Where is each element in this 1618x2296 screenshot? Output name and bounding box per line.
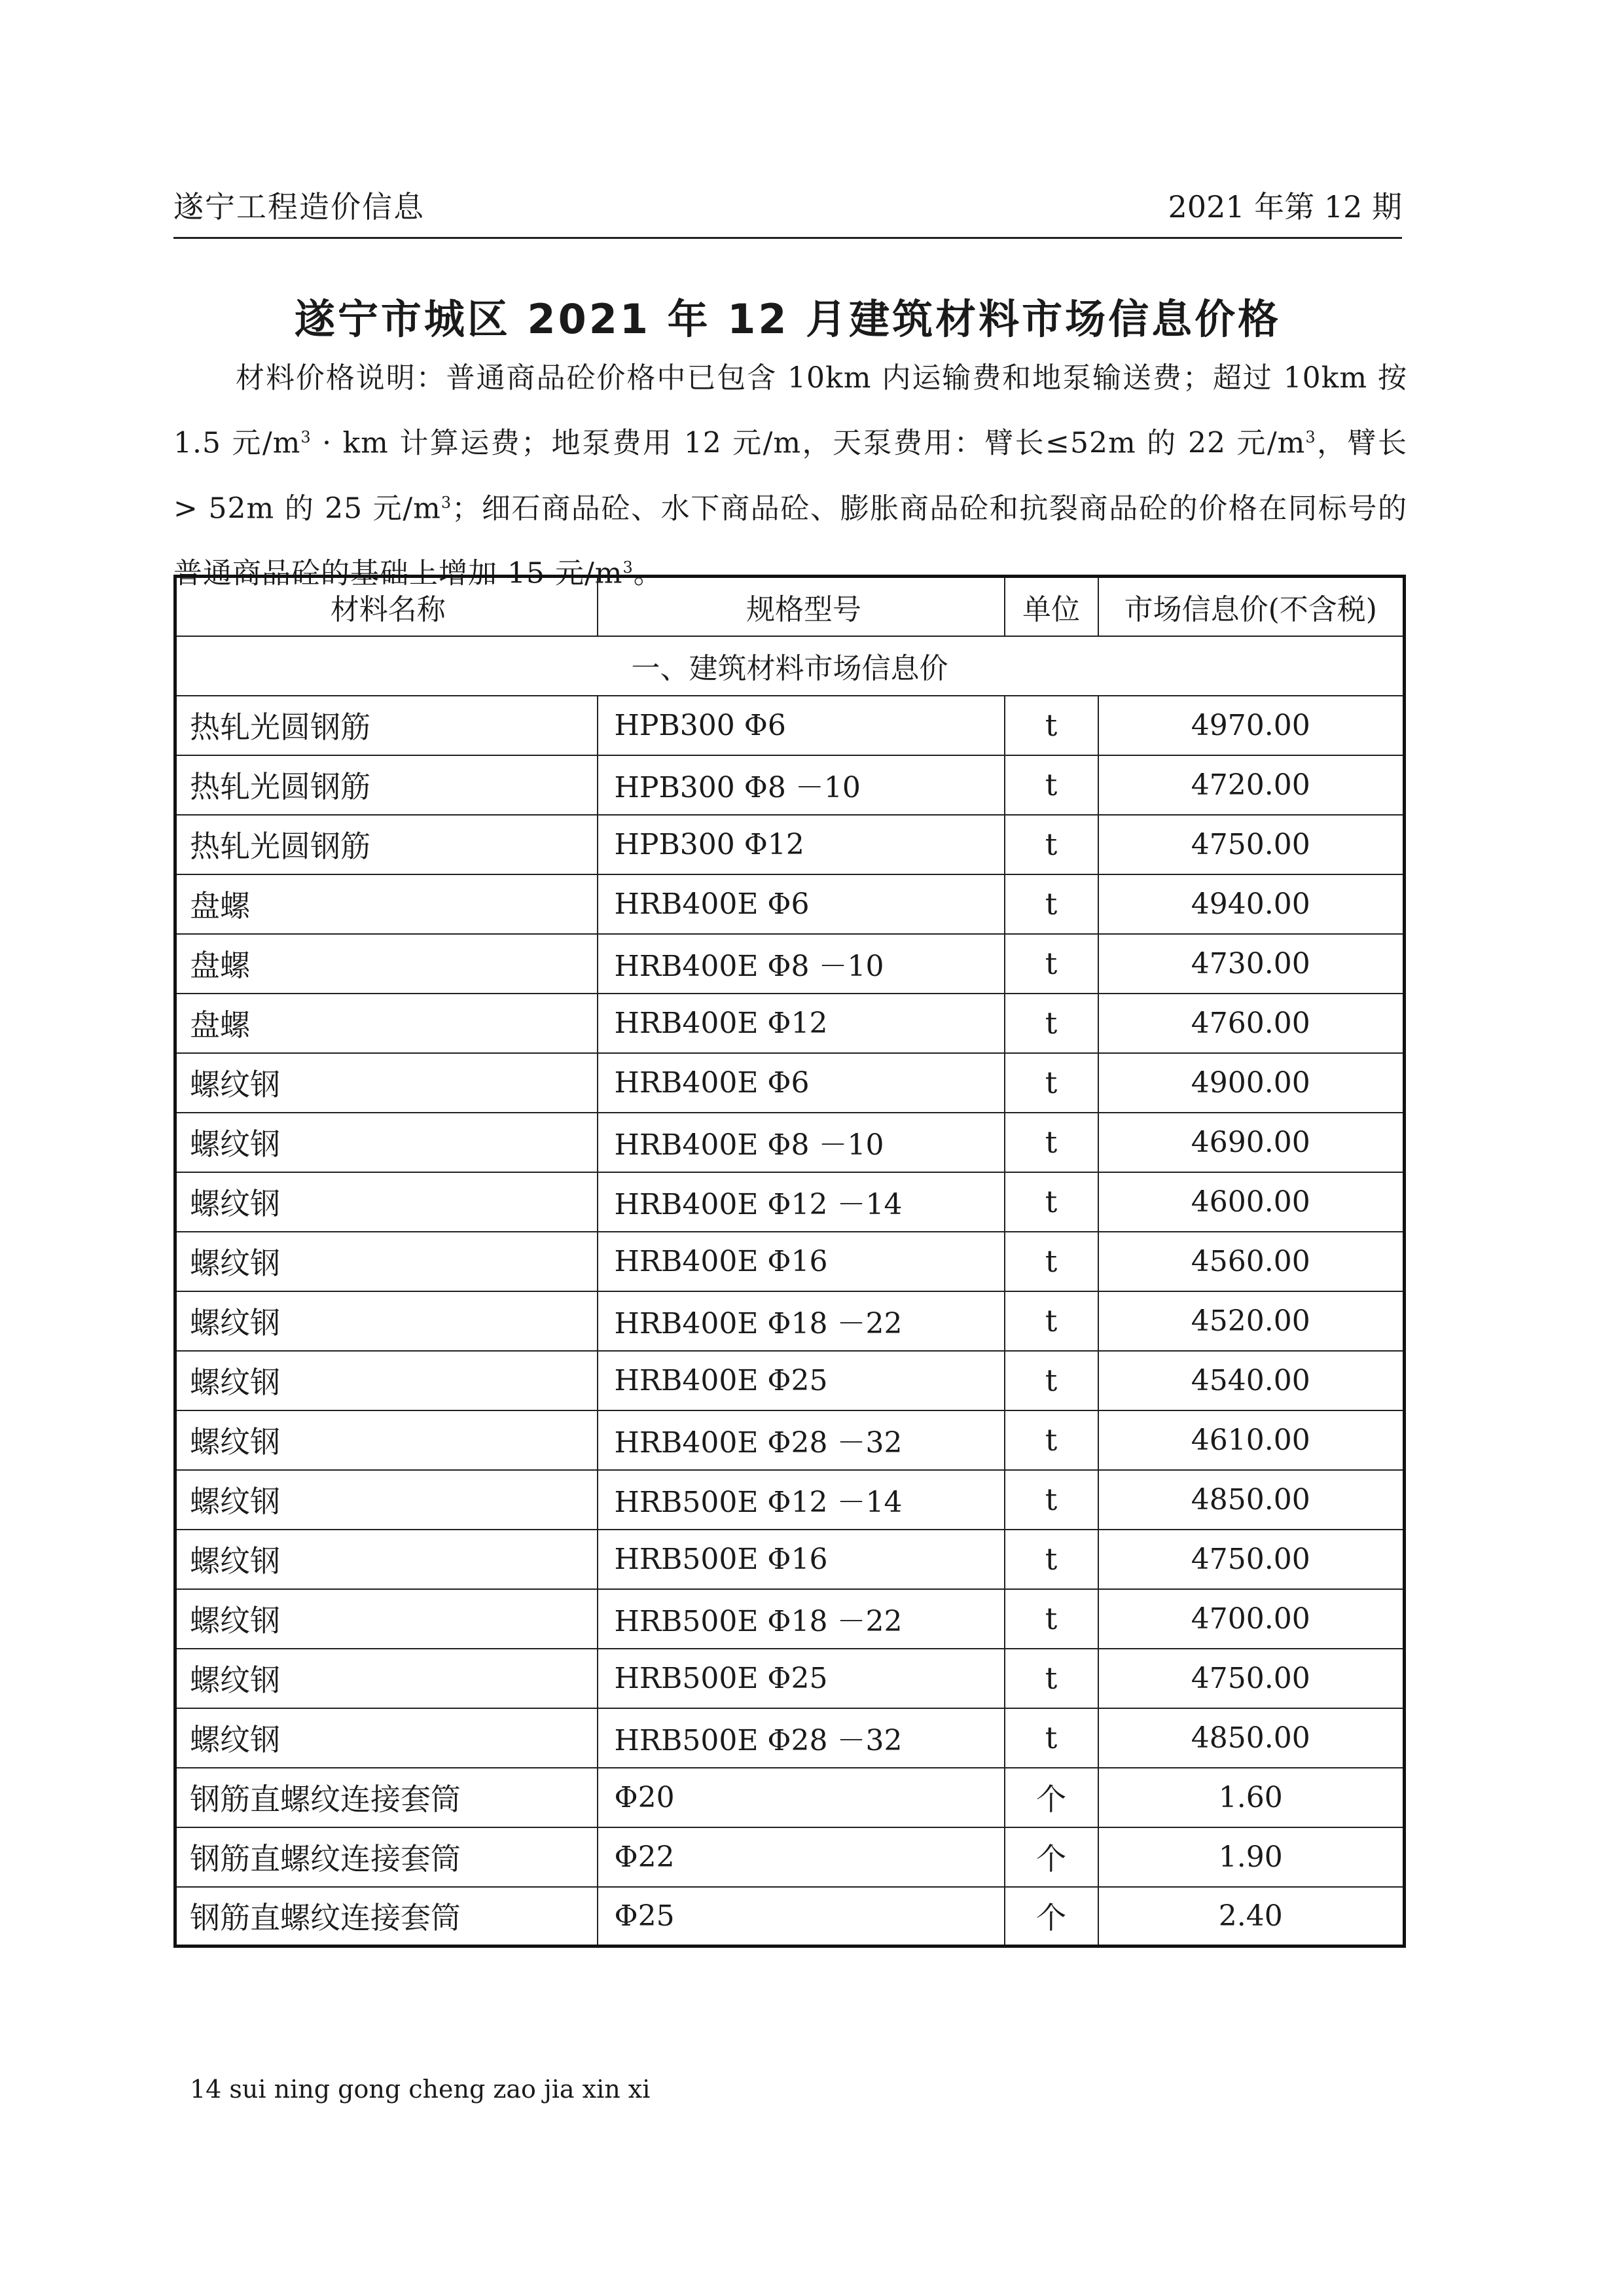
material-name-cell: 钢筋直螺纹连接套筒 (175, 1887, 598, 1946)
table-row (175, 1291, 1405, 1351)
price-cell: 4700.00 (1098, 1589, 1405, 1649)
material-price-table (173, 575, 1406, 1948)
price-cell: 4730.00 (1098, 934, 1405, 994)
price-cell: 4540.00 (1098, 1351, 1405, 1410)
material-name-cell: 螺纹钢 (175, 1530, 598, 1589)
column-header-unit: 单位 (1005, 577, 1098, 636)
specification-cell: HRB400E Φ16 (598, 1232, 1005, 1291)
table-row (175, 1589, 1405, 1649)
material-name-cell: 钢筋直螺纹连接套筒 (175, 1768, 598, 1827)
specification-cell: Φ20 (598, 1768, 1005, 1827)
unit-cell: t (1005, 1470, 1098, 1530)
specification-cell: HRB400E Φ12 －14 (598, 1172, 1005, 1232)
material-name-cell: 螺纹钢 (175, 1351, 598, 1410)
unit-cell: t (1005, 1053, 1098, 1113)
table-row (175, 696, 1405, 755)
table-row (175, 1113, 1405, 1172)
specification-cell: HPB300 Φ8 －10 (598, 755, 1005, 815)
material-name-cell: 螺纹钢 (175, 1232, 598, 1291)
page-title: 遂宁市城区 2021 年 12 月建筑材料市场信息价格 (294, 295, 1282, 343)
table-row (175, 1470, 1405, 1530)
material-name-cell: 盘螺 (175, 934, 598, 994)
unit-cell: t (1005, 1113, 1098, 1172)
issue-number: 2021 年第 12 期 (1168, 189, 1402, 224)
price-cell: 4750.00 (1098, 1649, 1405, 1708)
price-explanation-note (173, 349, 1407, 603)
table-row (175, 1887, 1405, 1946)
page-footer: 14 sui ning gong cheng zao jia xin xi (190, 2075, 651, 2104)
specification-cell: HRB400E Φ12 (598, 994, 1005, 1053)
table-row (175, 1708, 1405, 1768)
unit-cell: t (1005, 994, 1098, 1053)
price-cell: 4520.00 (1098, 1291, 1405, 1351)
specification-cell: HRB500E Φ28 －32 (598, 1708, 1005, 1768)
unit-cell: t (1005, 815, 1098, 874)
price-cell: 4850.00 (1098, 1470, 1405, 1530)
material-name-cell: 盘螺 (175, 994, 598, 1053)
unit-cell: t (1005, 1589, 1098, 1649)
publication-name: 遂宁工程造价信息 (173, 189, 425, 224)
price-cell: 4750.00 (1098, 1530, 1405, 1589)
superscript-3: 3 (1305, 428, 1316, 446)
table-row (175, 874, 1405, 934)
material-name-cell: 螺纹钢 (175, 1113, 598, 1172)
material-name-cell: 螺纹钢 (175, 1053, 598, 1113)
table-row (175, 1768, 1405, 1827)
table-row (175, 1351, 1405, 1410)
specification-cell: Φ22 (598, 1827, 1005, 1887)
header-divider (173, 237, 1402, 239)
price-cell: 4970.00 (1098, 696, 1405, 755)
table-row (175, 934, 1405, 994)
unit-cell: t (1005, 1351, 1098, 1410)
column-header-material-name: 材料名称 (175, 577, 598, 636)
price-cell: 4560.00 (1098, 1232, 1405, 1291)
note-text-6: 。 (633, 556, 663, 590)
price-cell: 1.90 (1098, 1827, 1405, 1887)
note-text-4: ，臂长 > 52m 的 25 元/m (173, 426, 1407, 526)
section-row (175, 636, 1405, 696)
table-body (175, 636, 1405, 1946)
material-name-cell: 螺纹钢 (175, 1291, 598, 1351)
material-name-cell: 钢筋直螺纹连接套筒 (175, 1827, 598, 1887)
price-cell: 4690.00 (1098, 1113, 1405, 1172)
material-name-cell: 螺纹钢 (175, 1708, 598, 1768)
price-cell: 4600.00 (1098, 1172, 1405, 1232)
unit-cell: t (1005, 1410, 1098, 1470)
specification-cell: HRB400E Φ6 (598, 874, 1005, 934)
unit-cell: t (1005, 874, 1098, 934)
specification-cell: HRB500E Φ16 (598, 1530, 1005, 1589)
specification-cell: HRB400E Φ25 (598, 1351, 1005, 1410)
specification-cell: HRB500E Φ12 －14 (598, 1470, 1005, 1530)
price-cell: 4610.00 (1098, 1410, 1405, 1470)
specification-cell: HRB500E Φ18 －22 (598, 1589, 1005, 1649)
material-name-cell: 热轧光圆钢筋 (175, 755, 598, 815)
section-heading: 一、建筑材料市场信息价 (175, 636, 1405, 696)
column-header-price: 市场信息价(不含税) (1098, 577, 1405, 636)
table-row (175, 1410, 1405, 1470)
material-name-cell: 螺纹钢 (175, 1172, 598, 1232)
price-cell: 4850.00 (1098, 1708, 1405, 1768)
price-cell: 4900.00 (1098, 1053, 1405, 1113)
material-name-cell: 螺纹钢 (175, 1470, 598, 1530)
unit-cell: t (1005, 1530, 1098, 1589)
price-cell: 4750.00 (1098, 815, 1405, 874)
specification-cell: HRB500E Φ25 (598, 1649, 1005, 1708)
unit-cell: t (1005, 1172, 1098, 1232)
unit-cell: 个 (1005, 1768, 1098, 1827)
unit-cell: t (1005, 934, 1098, 994)
specification-cell: HPB300 Φ6 (598, 696, 1005, 755)
table-row (175, 1827, 1405, 1887)
price-cell: 4720.00 (1098, 755, 1405, 815)
table-row (175, 815, 1405, 874)
table-header-row (175, 577, 1405, 636)
specification-cell: HRB400E Φ28 －32 (598, 1410, 1005, 1470)
note-text-2: · km 计算运费；地泵费用 12 元/m (311, 426, 802, 460)
unit-cell: 个 (1005, 1887, 1098, 1946)
table-row (175, 1649, 1405, 1708)
table-row (175, 755, 1405, 815)
note-text-5: ；细石商品砼、水下商品砼、膨胀商品砼和抗裂商品砼的价格在同标号的普通商品砼的基础上增加 15 元/m (173, 492, 1408, 590)
unit-cell: t (1005, 755, 1098, 815)
column-header-specification: 规格型号 (598, 577, 1005, 636)
material-name-cell: 螺纹钢 (175, 1410, 598, 1470)
specification-cell: HRB400E Φ8 －10 (598, 934, 1005, 994)
unit-cell: t (1005, 1649, 1098, 1708)
unit-cell: t (1005, 1291, 1098, 1351)
note-text-1: 材料价格说明：普通商品砼价格中已包含 10km 内运输费和地泵输送费；超过 10km 按 1.5 元/m (173, 361, 1407, 460)
unit-cell: 个 (1005, 1827, 1098, 1887)
specification-cell: HRB400E Φ8 －10 (598, 1113, 1005, 1172)
unit-cell: t (1005, 1708, 1098, 1768)
material-name-cell: 热轧光圆钢筋 (175, 696, 598, 755)
table-row (175, 1530, 1405, 1589)
specification-cell: HPB300 Φ12 (598, 815, 1005, 874)
price-cell: 4760.00 (1098, 994, 1405, 1053)
price-cell: 4940.00 (1098, 874, 1405, 934)
table-row (175, 1232, 1405, 1291)
table-row (175, 994, 1405, 1053)
superscript-3: 3 (300, 428, 312, 446)
material-name-cell: 热轧光圆钢筋 (175, 815, 598, 874)
unit-cell: t (1005, 696, 1098, 755)
superscript-3: 3 (440, 493, 452, 512)
price-cell: 1.60 (1098, 1768, 1405, 1827)
specification-cell: HRB400E Φ6 (598, 1053, 1005, 1113)
specification-cell: Φ25 (598, 1887, 1005, 1946)
unit-cell: t (1005, 1232, 1098, 1291)
table-row (175, 1172, 1405, 1232)
price-cell: 2.40 (1098, 1887, 1405, 1946)
superscript-3: 3 (622, 558, 634, 577)
table-row (175, 1053, 1405, 1113)
material-name-cell: 螺纹钢 (175, 1649, 598, 1708)
specification-cell: HRB400E Φ18 －22 (598, 1291, 1005, 1351)
material-name-cell: 盘螺 (175, 874, 598, 934)
note-text-3: ，天泵费用：臂长≤52m 的 22 元/m (801, 426, 1306, 460)
material-name-cell: 螺纹钢 (175, 1589, 598, 1649)
